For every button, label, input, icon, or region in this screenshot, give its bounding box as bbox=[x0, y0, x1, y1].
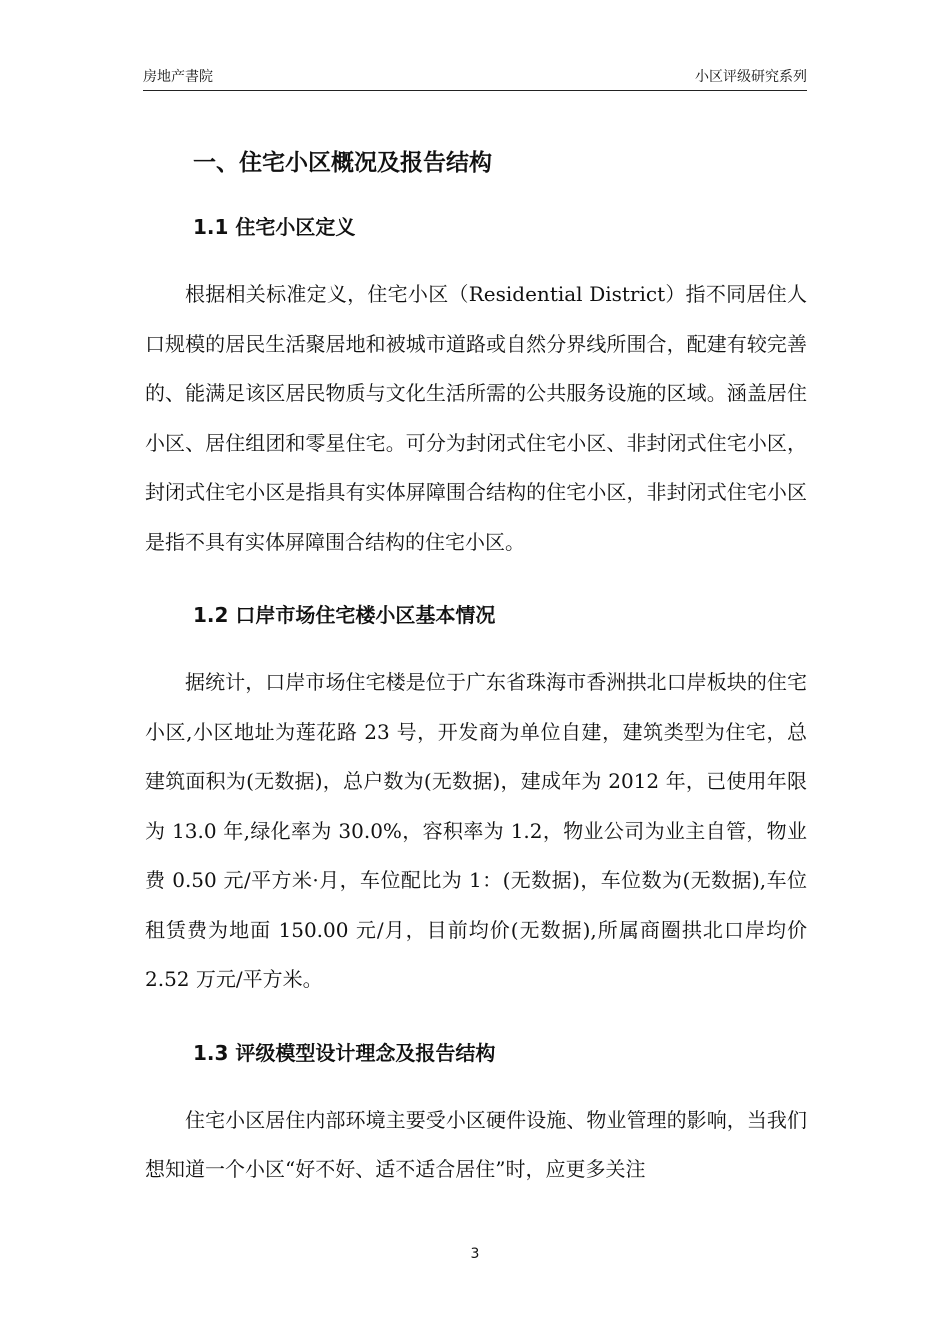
section-heading: 一、住宅小区概况及报告结构 bbox=[193, 150, 492, 176]
page-number: 3 bbox=[470, 1246, 480, 1262]
paragraph-basic-info: 据统计，口岸市场住宅楼是位于广东省珠海市香洲拱北口岸板块的住宅小区,小区地址为莲花路 23 号，开发商为单位自建，建筑类型为住宅，总建筑面积为(无数据)，总户数为(无数据)，建成年为 2012 年，已使用年限为 13.0 年,绿化率为 30.0%，容积率为 1.2，物业公司为业主自管，物业费 0.50 元/平方米·月，车位配比为 1：(无数据)，车位数为(无数据),车位租赁费为地面 150.00 元/月，目前均价(无数据),所属商圈拱北口岸均价 2.52 万元/平方米。 bbox=[145, 670, 807, 991]
document-body bbox=[145, 140, 807, 1195]
subsection-heading-1-3: 1.3 评级模型设计理念及报告结构 bbox=[193, 1040, 496, 1065]
paragraph-model-design: 住宅小区居住内部环境主要受小区硬件设施、物业管理的影响，当我们想知道一个小区“好不好、适不适合居住”时，应更多关注 bbox=[145, 1107, 807, 1181]
subsection-heading-1-2: 1.2 口岸市场住宅楼小区基本情况 bbox=[193, 603, 496, 627]
paragraph-definition: 根据相关标准定义，住宅小区（Residential District）指不同居住人口规模的居民生活聚居地和被城市道路或自然分界线所围合，配建有较完善的、能满足该区居民物质与文化生活所需的公共服务设施的区域。涵盖居住小区、居住组团和零星住宅。可分为封闭式住宅小区、非封闭式住宅小区，封闭式住宅小区是指具有实体屏障围合结构的住宅小区，非封闭式住宅小区是指不具有实体屏障围合结构的住宅小区。 bbox=[145, 282, 807, 554]
subsection-heading-1-1: 1.1 住宅小区定义 bbox=[193, 215, 356, 239]
header-publisher: 房地产書院 bbox=[143, 69, 213, 85]
header-series-title: 小区评级研究系列 bbox=[695, 69, 807, 85]
page-header bbox=[143, 66, 807, 91]
